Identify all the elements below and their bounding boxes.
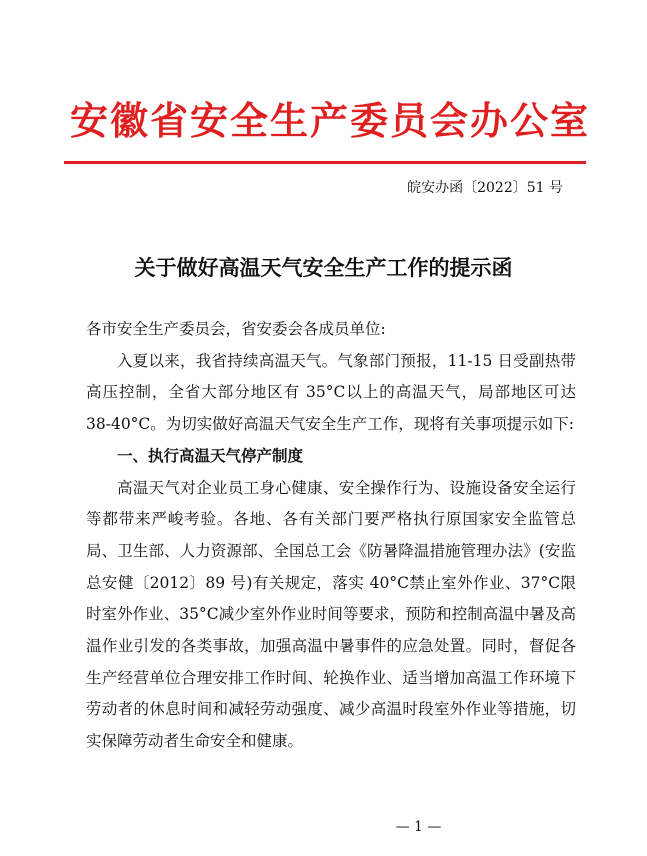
document-title: 关于做好高温天气安全生产工作的提示函: [134, 255, 513, 280]
section-heading-1: 一、执行高温天气停产制度: [117, 446, 304, 465]
red-divider-line: [64, 161, 586, 164]
document-body: [86, 314, 576, 758]
issuing-office-title: 安徽省安全生产委员会办公室: [70, 98, 591, 143]
body-paragraph-intro: 入夏以来，我省持续高温天气。气象部门预报，11-15 日受副热带高压控制，全省大部分地区有 35°C以上的高温天气，局部地区可达 38-40°C。为切实做好高温天气安全生产工作，现将有关事项提示如下:: [86, 351, 576, 434]
salutation: 各市安全生产委员会，省安委会各成员单位:: [86, 320, 386, 338]
page-number: — 1 —: [395, 819, 442, 835]
body-paragraph-section-1: 高温天气对企业员工身心健康、安全操作行为、设施设备安全运行等都带来严峻考验。各地、各有关部门要严格执行原国家安全监管总局、卫生部、人力资源部、全国总工会《防暑降温措施管理办法》(安监总安健〔2012〕89 号)有关规定，落实 40°C禁止室外作业、37°C限时室外作业、35°C减少室外作业时间等要求，预防和控制高温中暑及高温作业引发的各类事故，加强高温中暑事件的应急处置。同时，督促各生产经营单位合理安排工作时间、轮换作业、适当增加高温工作环境下劳动者的休息时间和减轻劳动强度、减少高温时段室外作业等措施，切实保障劳动者生命安全和健康。: [86, 478, 576, 751]
document-number: 皖安办函〔2022〕51 号: [407, 180, 563, 196]
